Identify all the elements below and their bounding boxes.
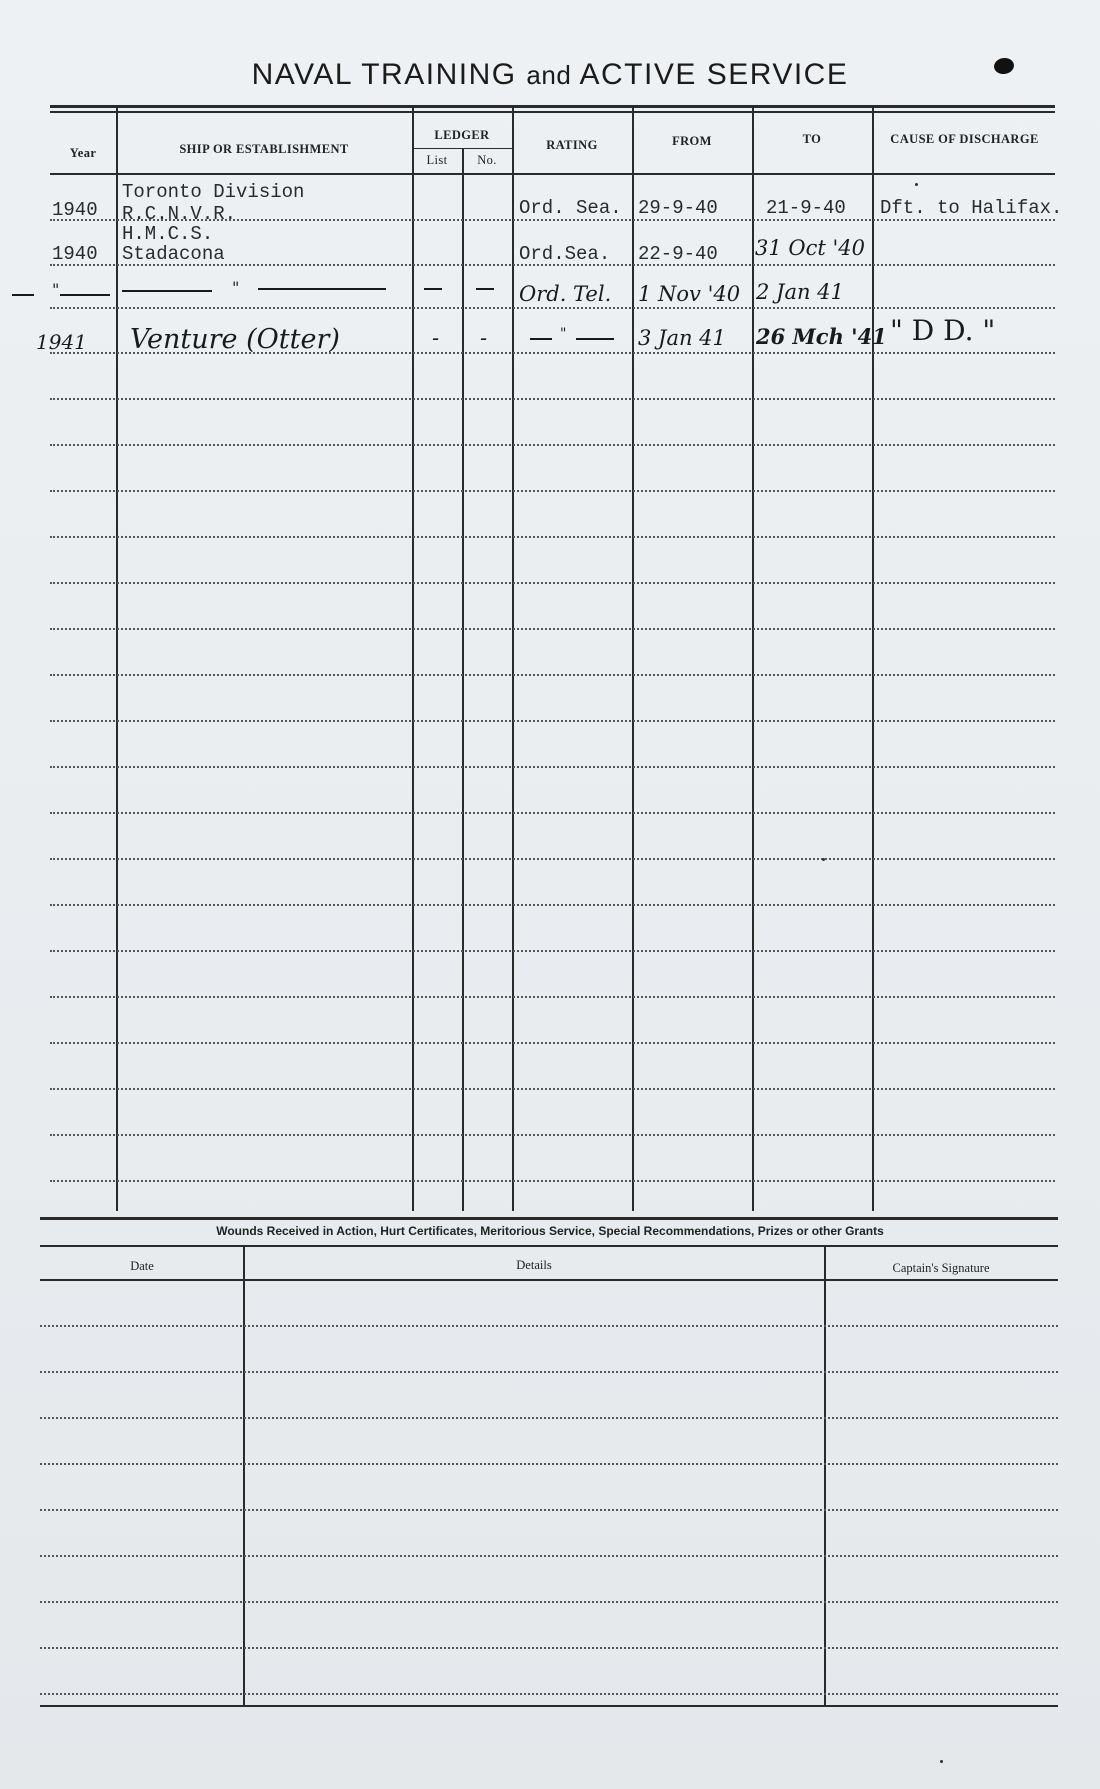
ditto-dash (258, 288, 386, 290)
header-no: No. (477, 153, 497, 167)
page-title (0, 58, 1100, 92)
row3-ship: " (232, 278, 240, 297)
row2-rating: Ord.Sea. (519, 243, 611, 265)
col-rule-rating (632, 106, 634, 1211)
header-bottom-rule (50, 173, 1055, 175)
row3-rating: Ord. Tel. (519, 282, 612, 306)
header-ledger: LEDGER (434, 128, 490, 142)
row1-from: 29-9-40 (638, 197, 718, 219)
top-rule-thin (50, 111, 1055, 113)
dotted-row (40, 1325, 1058, 1327)
dotted-row (50, 307, 1055, 309)
row4-list: - (432, 326, 440, 350)
section2-top-rule (40, 1217, 1058, 1220)
row3-to: 2 Jan 41 (756, 280, 844, 304)
row4-cause: " D D. " (890, 314, 996, 347)
dotted-row (40, 1463, 1058, 1465)
dotted-row (50, 1180, 1055, 1182)
ink-dot (822, 858, 825, 861)
dotted-row (40, 1371, 1058, 1373)
title-part2: and (526, 60, 572, 90)
header-list: List (426, 153, 448, 167)
section2-header-date: Date (130, 1259, 154, 1273)
row1-year: 1940 (52, 199, 98, 221)
dotted-row (40, 1647, 1058, 1649)
header-ship: SHIP OR ESTABLISHMENT (179, 142, 349, 156)
dotted-row (50, 536, 1055, 538)
row1-rating: Ord. Sea. (519, 197, 622, 219)
title-part1: NAVAL TRAINING (251, 58, 517, 91)
row4-to: 26 Mch '41 (756, 324, 887, 349)
ditto-dash (122, 290, 212, 292)
row4-no: - (480, 326, 488, 350)
ditto-dash (12, 294, 34, 296)
row4-rating: " (560, 326, 567, 342)
row4-ship: Venture (Otter) (130, 324, 340, 355)
dotted-row (40, 1509, 1058, 1511)
row2-ship-line2: Stadacona (122, 243, 225, 265)
row2-year: 1940 (52, 243, 98, 265)
section2-heading-rule (40, 1245, 1058, 1247)
header-rating: RATING (546, 138, 598, 152)
section2-header-details: Details (516, 1258, 552, 1272)
dotted-row (40, 1555, 1058, 1557)
dotted-row (50, 766, 1055, 768)
dotted-row (50, 490, 1055, 492)
row1-ship-line2: R.C.N.V.R. (122, 203, 237, 225)
section2-col-rule-details (824, 1246, 826, 1706)
ditto-dash (476, 288, 494, 290)
dotted-row (50, 1134, 1055, 1136)
row2-from: 22-9-40 (638, 243, 718, 265)
dotted-row (50, 674, 1055, 676)
top-rule (50, 105, 1055, 108)
dotted-row (50, 1042, 1055, 1044)
header-year: Year (69, 146, 97, 160)
ink-dot (915, 183, 918, 186)
section2-col-rule-date (243, 1246, 245, 1706)
row1-to: 21-9-40 (766, 197, 846, 219)
section2-bottom-rule (40, 1705, 1058, 1707)
col-rule-from (752, 106, 754, 1211)
ink-dot (940, 1760, 943, 1763)
row3-year: " (52, 280, 60, 299)
dotted-row (40, 1693, 1058, 1695)
ditto-dash (530, 338, 552, 340)
ditto-dash (576, 338, 614, 340)
dotted-row (50, 812, 1055, 814)
row4-year: 1941 (36, 330, 87, 354)
dotted-row (50, 858, 1055, 860)
col-rule-year (116, 106, 118, 1211)
title-part3: ACTIVE SERVICE (579, 58, 849, 91)
row1-ship-line1: Toronto Division (122, 181, 305, 203)
row4-from: 3 Jan 41 (638, 326, 726, 350)
dotted-row (50, 398, 1055, 400)
header-cause: CAUSE OF DISCHARGE (890, 132, 1039, 146)
dotted-row (50, 582, 1055, 584)
row3-from: 1 Nov '40 (638, 282, 741, 306)
col-rule-no (512, 106, 514, 1211)
dotted-row (50, 1088, 1055, 1090)
section2-header-signature: Captain's Signature (892, 1261, 990, 1275)
dotted-row (50, 628, 1055, 630)
dotted-row (40, 1601, 1058, 1603)
col-rule-ship (412, 106, 414, 1211)
row1-cause: Dft. to Halifax. (880, 197, 1063, 219)
row2-to: 31 Oct '40 (755, 236, 865, 260)
dotted-row (50, 720, 1055, 722)
header-to: TO (802, 132, 822, 146)
dotted-row (50, 950, 1055, 952)
ditto-dash (60, 294, 110, 296)
col-rule-to (872, 106, 874, 1211)
row2-ship-line1: H.M.C.S. (122, 223, 214, 245)
dotted-row (50, 904, 1055, 906)
section2-header-bottom-rule (40, 1279, 1058, 1281)
dotted-row (40, 1417, 1058, 1419)
dotted-row (50, 444, 1055, 446)
ditto-dash (424, 288, 442, 290)
dotted-row (50, 996, 1055, 998)
header-from: FROM (672, 134, 712, 148)
section2-heading: Wounds Received in Action, Hurt Certificates, Meritorious Service, Special Recommendations, Prizes or other Grants (216, 1224, 884, 1238)
